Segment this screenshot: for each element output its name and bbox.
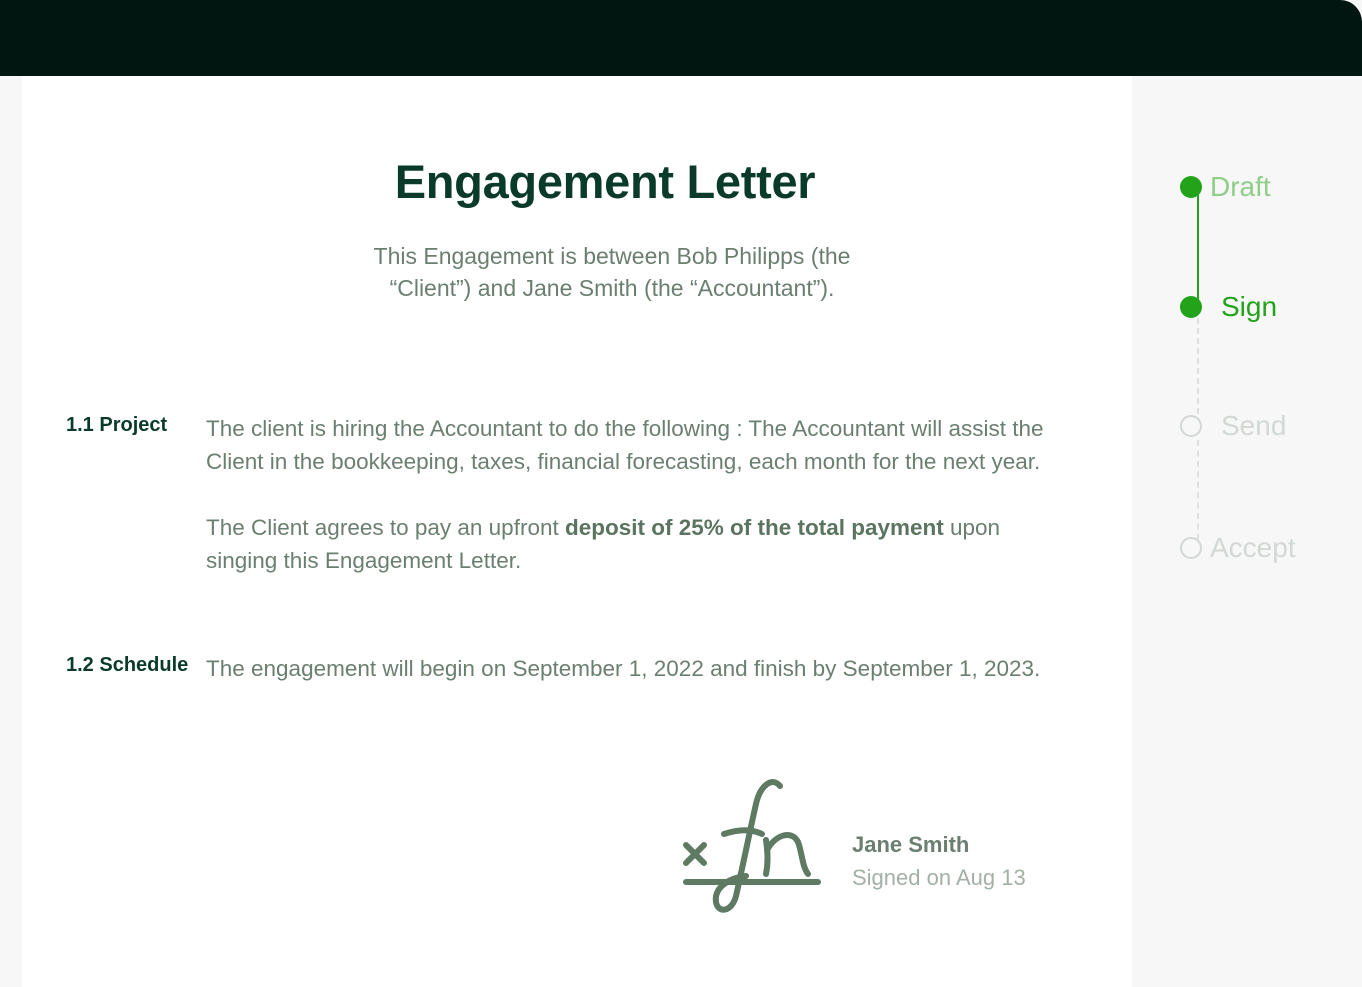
step-label-send: Send [1221, 410, 1287, 441]
project-paragraph-1: The client is hiring the Accountant to do the following : The Accountant will assist the Client in the bookkeeping, taxes, financial forecasting, each month for the next year. [206, 416, 1044, 474]
section-body-schedule: The engagement will begin on September 1, 2022 and finish by September 1, 2023. [206, 656, 1041, 681]
section-body-project [206, 412, 1076, 577]
section-label-project: 1.1 Project [66, 414, 168, 436]
step-label-sign: Sign [1221, 291, 1278, 322]
stepper-connector-done [1197, 186, 1199, 306]
project-paragraph-2 [206, 511, 1076, 577]
section-label-schedule: 1.2 Schedule [66, 654, 189, 676]
intro-line-1: This Engagement is between Bob Philipps (the [373, 243, 851, 269]
step-complete-dot-icon [1180, 176, 1202, 198]
step-pending-dot-icon [1180, 537, 1202, 559]
deposit-text-before: The Client agrees to pay an upfront [206, 515, 565, 540]
step-accept[interactable] [1180, 533, 1296, 563]
step-pending-dot-icon [1180, 415, 1202, 437]
signer-name: Jane Smith [852, 832, 970, 857]
step-label-draft: Draft [1210, 171, 1271, 202]
top-bar [0, 0, 1362, 76]
document-page [22, 76, 1132, 987]
stepper-connector-pending-1 [1197, 318, 1199, 414]
page-title: Engagement Letter [394, 155, 816, 208]
intro-line-2: “Client”) and Jane Smith (the “Accountant”). [389, 275, 835, 301]
signature-icon [680, 778, 830, 918]
step-current-dot-icon [1180, 296, 1202, 318]
step-label-accept: Accept [1210, 532, 1296, 563]
signed-date: Signed on Aug 13 [852, 865, 1026, 890]
deposit-text-after: upon singing this Engagement Letter. [206, 515, 1001, 573]
intro-text [342, 240, 882, 304]
stepper-connector-pending-2 [1197, 440, 1199, 540]
progress-stepper [1180, 160, 1350, 580]
step-draft[interactable] [1180, 172, 1271, 202]
step-sign[interactable] [1180, 292, 1277, 322]
deposit-terms-bold: deposit of 25% of the total payment [564, 515, 944, 540]
step-send[interactable] [1180, 411, 1286, 441]
